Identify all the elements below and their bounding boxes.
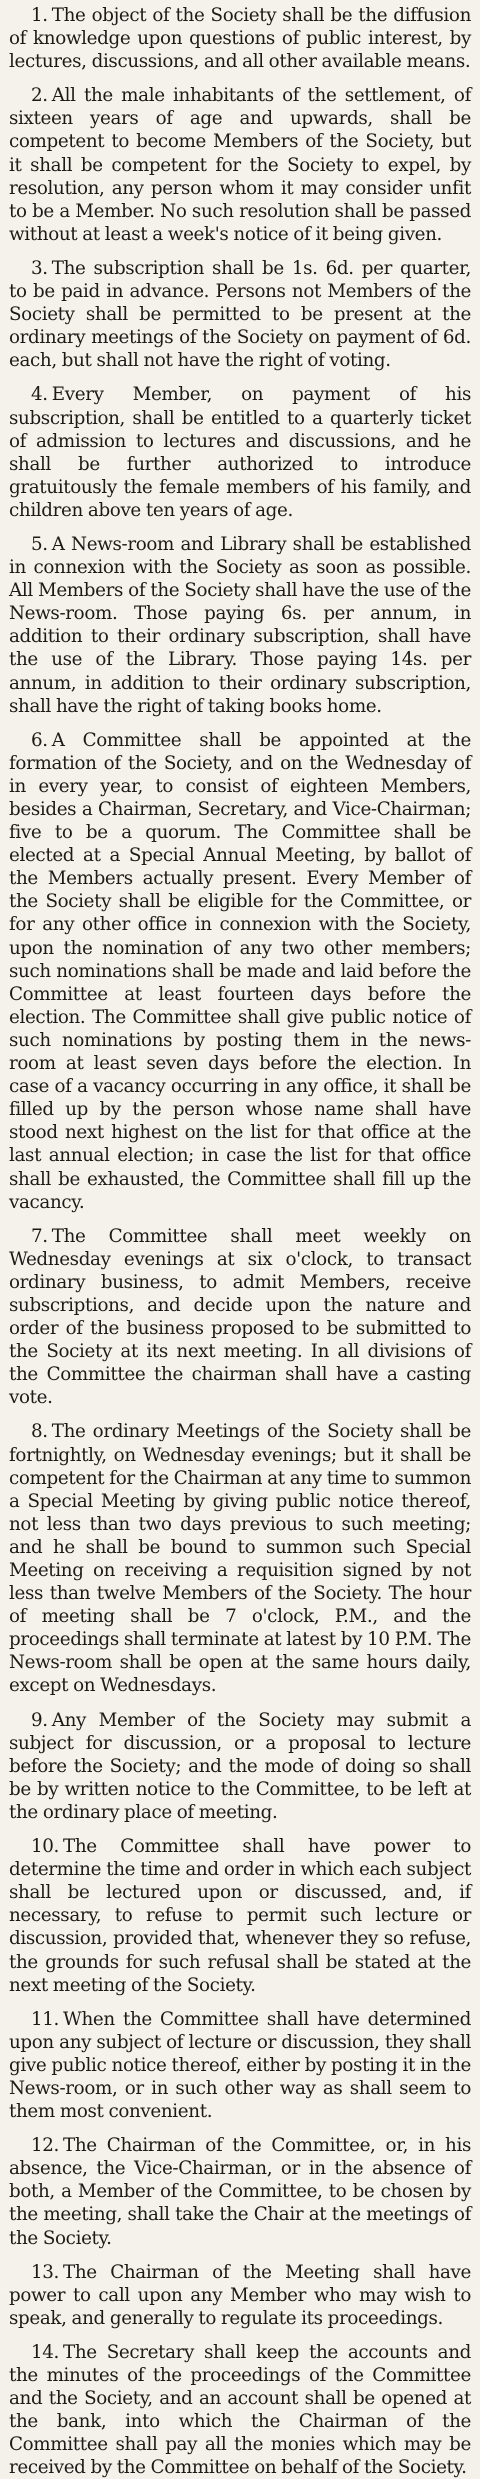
rule-text: A News-room and Library shall be established in connexion with the Society as soon as possible. All Members of the Society shall have the use of the News-room. Those paying 6s. per annum, in addition to their ordinary subscription, shall have the use of the Library. Those paying 14s. per annum, in addition to their ordinary subscription, shall have the right of taking books home. xyxy=(9,533,471,717)
rule-text: The ordinary Meetings of the Society shall be fortnightly, on Wednesday evenings; but it shall be competent for the Chairman at any time to summon a Special Meeting by giving public notice thereof, not less than two days previous to such meeting; and he shall be bound to summon such Special Meeting on receiving a requisition signed by not less than twelve Members of the Society. The hour of meeting shall be 7 o'clock, P.M., and the proceedings shall terminate at latest by 10 P.M. The News-room shall be open at the same hours daily, except on Wednesdays. xyxy=(9,1421,471,1697)
rule-9 xyxy=(9,1709,471,1824)
rule-number: 10. xyxy=(31,1836,60,1858)
rule-text: Any Member of the Society may submit a subject for discussion, or a proposal to lecture before the Society; and the mode of doing so shall be by written notice to the Committee, to be left at the ordinary place of meeting. xyxy=(9,1709,471,1823)
rule-text: The Secretary shall keep the accounts and the minutes of the proceedings of the Committee and the Society, and an account shall be opened at the bank, into which the Chairman of the Committee shall pay all the monies which may be received by the Committee on behalf of the Society. xyxy=(9,2341,471,2479)
rule-13 xyxy=(9,2261,471,2330)
rule-number: 7. xyxy=(31,1225,48,1247)
rule-number: 5. xyxy=(31,533,48,555)
rule-number: 3. xyxy=(31,257,48,279)
rule-4 xyxy=(9,383,471,522)
rule-10 xyxy=(9,1835,471,1997)
rule-text: The Chairman of the Committee, or, in his absence, the Vice-Chairman, or in the absence of both, a Member of the Committee, to be chosen by the meeting, shall take the Chair at the meetings of the Society. xyxy=(9,2135,471,2249)
rule-text: The Committee shall have power to determine the time and order in which each subject shall be lectured upon or discussed, and, if necessary, to refuse to permit such lecture or discussion, provided that, whenever they so refuse, the grounds for such refusal shall be stated at the next meeting of the Society. xyxy=(9,1836,471,1996)
rule-number: 9. xyxy=(31,1709,48,1731)
rule-14 xyxy=(9,2341,471,2479)
rule-text: All the male inhabitants of the settlement, of sixteen years of age and upwards, shall be competent to become Members of the Society, but it shall be competent for the Society to expel, by resolution, any person whom it may consider unfit to be a Member. No such resolution shall be passed without at least a week's notice of it being given. xyxy=(9,85,471,245)
rule-text: Every Member, on payment of his subscription, shall be entitled to a quarterly ticket of admission to lectures and discussions, and he shall be further authorized to introduce gratuitously the female members of his family, and children above ten years of age. xyxy=(9,384,471,521)
rule-number: 11. xyxy=(31,2008,60,2030)
rule-text: A Committee shall be appointed at the formation of the Society, and on the Wednesday of in every year, to consist of eighteen Members, besides a Chairman, Secretary, and Vice-Chairman; five to be a quorum. The Committee shall be elected at a Special Annual Meeting, by ballot of the Members actually present. Every Member of the Society shall be eligible for the Committee, or for any other office in connexion with the Society, upon the nomination of any two other members; such nominations shall be made and laid before the Committee at least fourteen days before the election. The Committee shall give public notice of such nominations by posting them in the news-room at least seven days before the election. In case of a vacancy occurring in any office, it shall be filled up by the person whose name shall have stood next highest on the list for that office at the last annual election; in case the list for that office shall be exhausted, the Committee shall fill up the vacancy. xyxy=(9,729,471,1213)
rule-text: When the Committee shall have determined upon any subject of lecture or discussion, they shall give public notice thereof, either by posting it in the News-room, or in such other way as shall seem to them most convenient. xyxy=(9,2008,471,2123)
rule-text: The Committee shall meet weekly on Wednesday evenings at six o'clock, to transact ordinary business, to admit Members, receive subscriptions, and decide upon the nature and order of the business proposed to be submitted to the Society at its next meeting. In all divisions of the Committee the chairman shall have a casting vote. xyxy=(9,1225,471,1409)
rule-number: 13. xyxy=(31,2261,60,2283)
rule-3 xyxy=(9,257,471,372)
rule-1 xyxy=(9,4,471,73)
rule-11 xyxy=(9,2008,471,2123)
rule-number: 12. xyxy=(31,2135,60,2157)
rule-number: 2. xyxy=(31,85,48,107)
rule-text: The Chairman of the Meeting shall have power to call upon any Member who may wish to speak, and generally to regulate its proceedings. xyxy=(9,2261,471,2329)
rule-12 xyxy=(9,2134,471,2249)
rule-7 xyxy=(9,1225,471,1410)
rule-number: 4. xyxy=(31,384,48,406)
rule-2 xyxy=(9,84,471,246)
rule-number: 14. xyxy=(31,2341,60,2363)
rule-6 xyxy=(9,729,471,1214)
rule-text: The subscription shall be 1s. 6d. per quarter, to be paid in advance. Persons not Members of the Society shall be permitted to be present at the ordinary meetings of the Society on payment of 6d. each, but shall not have the right of voting. xyxy=(9,257,471,372)
rule-number: 1. xyxy=(31,5,48,26)
rule-number: 8. xyxy=(31,1421,48,1443)
rule-5 xyxy=(9,533,471,718)
rule-number: 6. xyxy=(31,729,48,751)
rule-8 xyxy=(9,1420,471,1697)
rule-text: The object of the Society shall be the diffusion of knowledge upon questions of public interest, by lectures, discussions, and all other available means. xyxy=(9,5,471,73)
